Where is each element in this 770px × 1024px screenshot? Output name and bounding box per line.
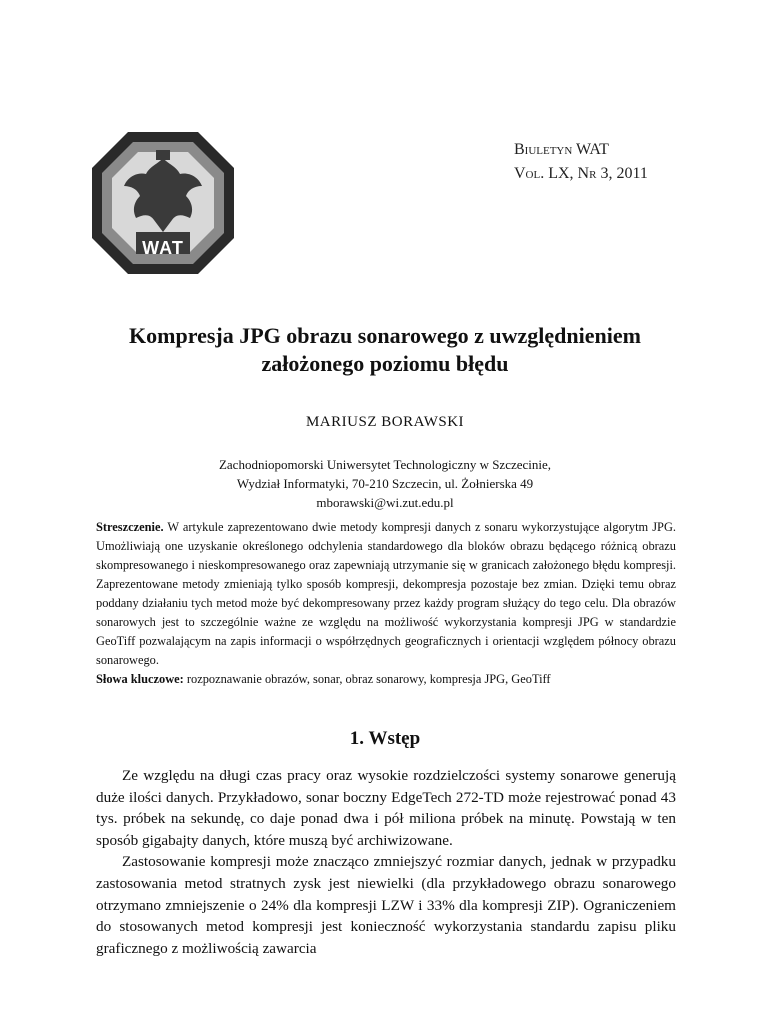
section-heading: 1. Wstęp: [349, 728, 421, 749]
abstract-text: W artykule zaprezentowano dwie metody kompresji danych z sonaru wykorzystujące algorytm JPG. Umożliwiają one uzyskanie określonego odchylenia standardowego dla bloków obrazu będącego różnicą obrazu skompresowanego i nieskompresowanego oraz zapewniają utrzymanie się w granicach założonego błędu kompresji. Zaprezentowane metody zmieniają tylko sposób kompresji, dekompresja pozostaje bez zmian. Dzięki temu obraz poddany działaniu tych metod może być dekompresowany przez każdy program służący do tego celu. Dla obrazów sonarowych jest to szczególnie ważne ze względu na możliwość wykorzystania kompresji JPG w standardzie GeoTiff pozwalającym na zapis informacji o współrzędnych geograficznych i orientacji względem północy obrazu sonarowego.: [96, 520, 676, 667]
keywords-paragraph: [96, 670, 676, 689]
keywords-label: Słowa kluczowe:: [96, 672, 184, 686]
keywords-text: rozpoznawanie obrazów, sonar, obraz sonarowy, kompresja JPG, GeoTiff: [186, 672, 551, 686]
affiliation-line-2: Wydział Informatyki, 70-210 Szczecin, ul. Żołnierska 49: [236, 476, 534, 491]
logo-text: WAT: [142, 238, 184, 258]
journal-name: Biuletyn WAT: [514, 141, 609, 158]
author-name: MARIUSZ BORAWSKI: [305, 414, 465, 430]
author-email[interactable]: mborawski@wi.zut.edu.pl: [316, 495, 454, 510]
body-paragraph-2: Zastosowanie kompresji może znacząco zmniejszyć rozmiar danych, jednak w przypadku zastosowania metod stratnych zysk jest niewielki (dla przykładowego obrazu sonarowego otrzymano zmniejszenie o 24% dla kompresji LZW i 33% dla kompresji ZIP). Ograniczeniem do stosowanych metod kompresji jest konieczność wykorzystania standardu zapisu pliku graficznego z możliwością zawarcia: [96, 853, 676, 957]
abstract: [96, 518, 676, 689]
abstract-paragraph: [96, 518, 676, 670]
affiliation-line-1: Zachodniopomorski Uniwersytet Technologiczny w Szczecinie,: [218, 457, 552, 472]
section-body: [96, 765, 676, 959]
journal-volume: Vol. LX, Nr 3, 2011: [514, 165, 648, 182]
affiliation: [60, 455, 710, 512]
abstract-label: Streszczenie.: [96, 520, 164, 534]
paper-title: [60, 322, 710, 378]
body-paragraph-1: Ze względu na długi czas pracy oraz wysokie rozdzielczości systemy sonarowe generują duże ilości danych. Przykładowo, sonar boczny EdgeTech 272-TD może rejestrować ponad 43 tys. próbek na sekundę, co daje ponad dwa i pół miliona próbek na minutę. Powstają w ten sposób gigabajty danych, które muszą być archiwizowane.: [96, 767, 676, 849]
wat-logo: [88, 128, 238, 278]
title-line-2: założonego poziomu błędu: [261, 351, 509, 376]
journal-header: [514, 138, 648, 186]
title-line-1: Kompresja JPG obrazu sonarowego z uwzględnieniem: [129, 323, 641, 348]
